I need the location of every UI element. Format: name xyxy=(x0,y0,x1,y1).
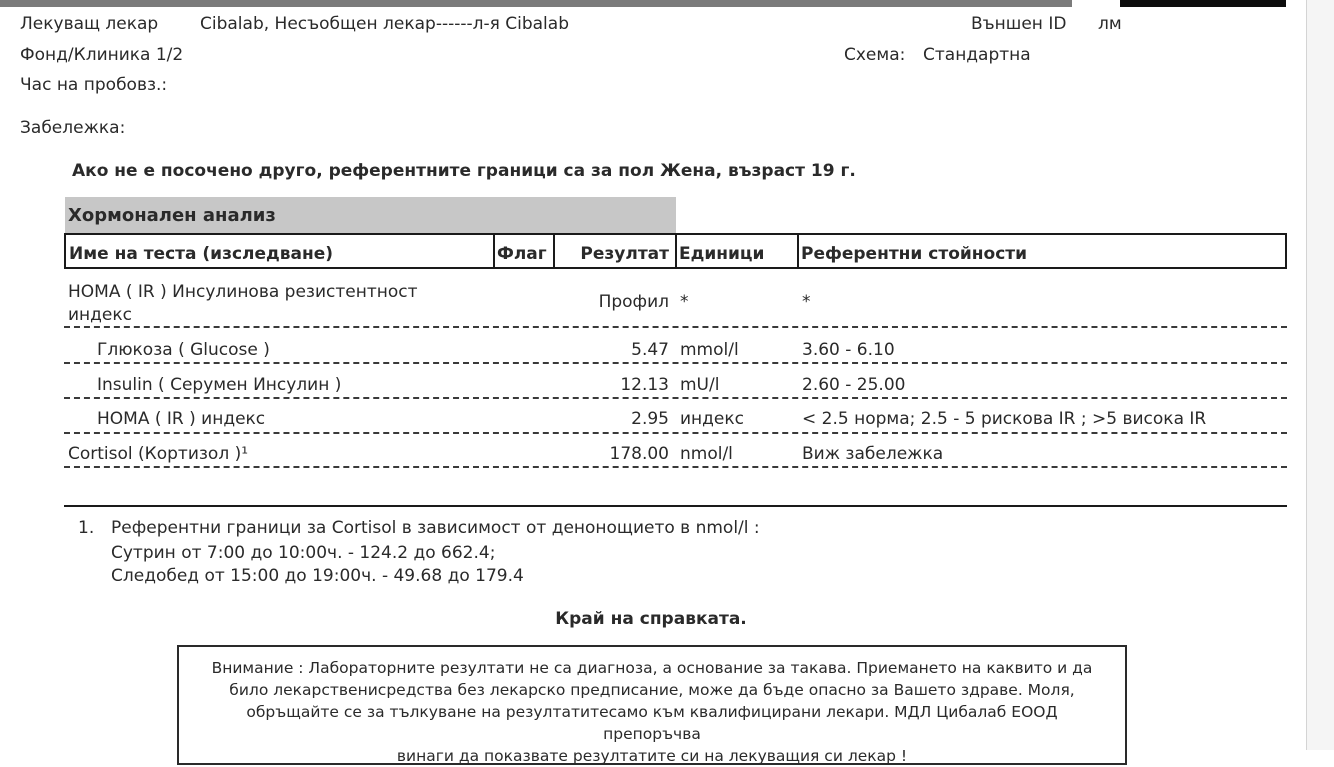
top-black-bar xyxy=(1120,0,1286,7)
page-edge xyxy=(1306,0,1334,750)
row-units: * xyxy=(680,292,689,312)
col-reference-header: Референтни стойности xyxy=(801,244,1028,264)
doctor-value: Cibalab, Несъобщен лекар------л-я Cibalab xyxy=(200,14,569,34)
disclaimer-line: Внимание : Лабораторните резултати не са диагноза, а основание за такава. Приемането на каквито и да xyxy=(211,659,1093,677)
row-result: 12.13 xyxy=(620,375,669,395)
row-units: mU/l xyxy=(680,375,720,395)
row-test-name: Глюкоза ( Glucose ) xyxy=(97,340,270,360)
sample-time-label: Час на пробовз.: xyxy=(20,75,168,95)
disclaimer-line: обръщайте се за тълкуване на резултатитесамо към квалифицирани лекари. МДЛ Цибалаб ЕООД препоръчва xyxy=(246,703,1058,743)
row-reference: 3.60 - 6.10 xyxy=(802,340,895,360)
disclaimer-box xyxy=(177,645,1127,765)
col-flag-header: Флаг xyxy=(497,244,547,264)
top-gray-bar xyxy=(0,0,1072,7)
row-separator xyxy=(64,466,1287,468)
footnote-line: Сутрин от 7:00 до 10:00ч. - 124.2 до 662.4; xyxy=(111,543,496,563)
scheme-value: Стандартна xyxy=(923,45,1031,65)
footnote-number: 1. xyxy=(78,518,95,538)
col-divider xyxy=(797,235,799,267)
col-units-header: Единици xyxy=(679,244,765,264)
external-id-label: Външен ID xyxy=(971,14,1067,34)
row-test-name: HOMA ( IR ) Инсулинова резистентност xyxy=(68,282,418,302)
col-divider xyxy=(493,235,495,267)
row-result: 2.95 xyxy=(631,409,669,429)
row-separator xyxy=(64,362,1287,364)
scheme-label: Схема: xyxy=(844,45,906,65)
row-separator xyxy=(64,326,1287,328)
row-units: mmol/l xyxy=(680,340,739,360)
reference-note: Ако не е посочено друго, референтните граници са за пол Жена, възраст 19 г. xyxy=(72,161,856,181)
note-label: Забележка: xyxy=(20,118,126,138)
disclaimer-line: винаги да показвате резултатите си на лекуващия си лекар ! xyxy=(396,747,908,765)
row-separator xyxy=(64,397,1287,399)
row-result: 5.47 xyxy=(631,340,669,360)
row-reference: < 2.5 норма; 2.5 - 5 рискова IR ; >5 висока IR xyxy=(802,409,1207,429)
row-units: индекс xyxy=(680,409,744,429)
row-reference: * xyxy=(802,292,811,312)
disclaimer-line: било лекарственисредства без лекарско предписание, може да бъде опасно за Вашето здраве. Моля, xyxy=(229,681,1075,699)
footnote-line: Референтни граници за Cortisol в зависимост от денонощието в nmol/l : xyxy=(111,518,760,538)
end-of-report: Край на справката. xyxy=(555,609,747,629)
section-title: Хормонален анализ xyxy=(65,197,676,233)
row-reference: Виж забележка xyxy=(802,444,944,464)
doctor-label: Лекуващ лекар xyxy=(20,14,159,34)
footnote-line: Следобед от 15:00 до 19:00ч. - 49.68 до 179.4 xyxy=(111,566,524,586)
row-result: 178.00 xyxy=(609,444,669,464)
row-test-name-cont: индекс xyxy=(68,305,132,325)
fund-label: Фонд/Клиника 1/2 xyxy=(20,45,184,65)
row-test-name: Insulin ( Серумен Инсулин ) xyxy=(97,375,342,395)
row-reference: 2.60 - 25.00 xyxy=(802,375,906,395)
table-header xyxy=(64,233,1287,269)
col-test-header: Име на теста (изследване) xyxy=(69,244,334,264)
col-result-header: Резултат xyxy=(580,244,669,264)
row-test-name: HOMA ( IR ) индекс xyxy=(97,409,266,429)
external-id-value: лм xyxy=(1098,14,1122,34)
row-result: Профил xyxy=(598,292,669,312)
row-separator xyxy=(64,432,1287,434)
row-units: nmol/l xyxy=(680,444,733,464)
table-end-rule xyxy=(64,505,1287,507)
row-test-name: Cortisol (Кортизол )¹ xyxy=(68,444,249,464)
col-divider xyxy=(675,235,677,267)
